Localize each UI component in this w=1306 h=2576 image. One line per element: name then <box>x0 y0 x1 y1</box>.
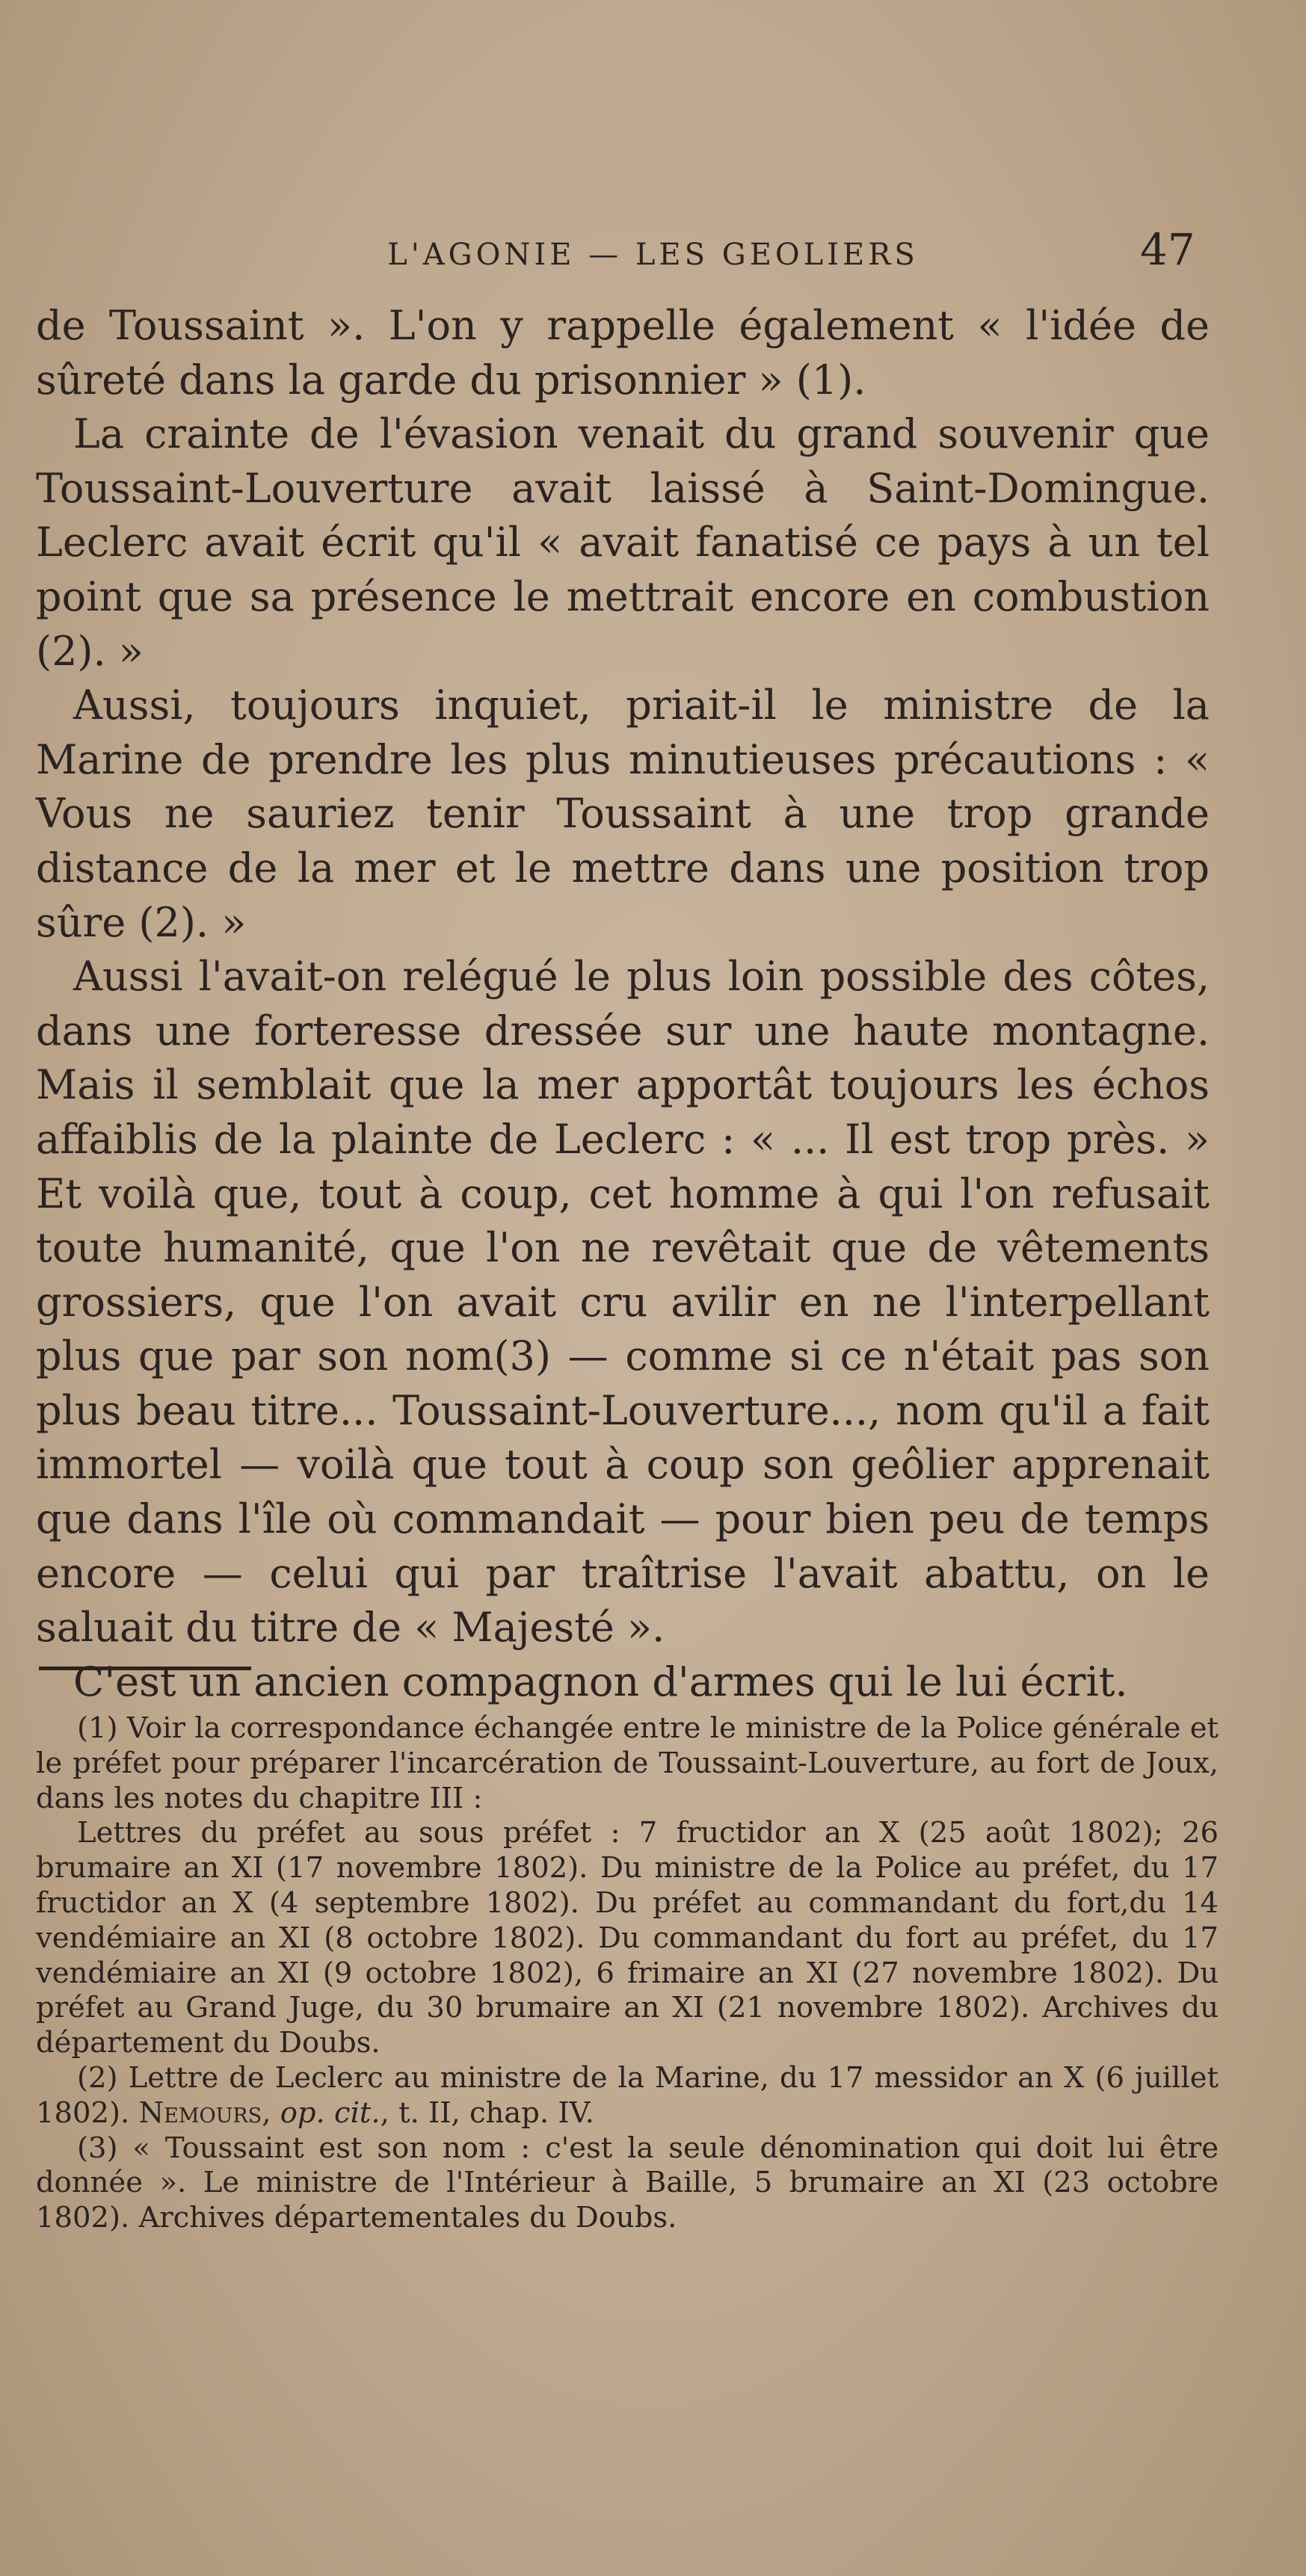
footnote-2-author: Nemours <box>138 2095 262 2130</box>
running-head: L'AGONIE — LES GEOLIERS <box>387 238 919 272</box>
footnotes <box>36 1711 1219 2236</box>
paragraph-4: Aussi l'avait-on relégué le plus loin possible des côtes, dans une forteresse dressée sur une haute montagne. Mais il semblait que la mer apportât toujours les échos affaiblis de la plainte de Leclerc : « ... Il est trop près. » Et voilà que, tout à coup, cet homme à qui l'on refusait toute humanité, que l'on ne revêtait que de vêtements grossiers, que l'on avait cru avilir en ne l'interpellant plus que par son nom(3) — comme si ce n'était pas son plus beau titre... Toussaint-Louverture..., nom qu'il a fait immortel — voilà que tout à coup son geôlier apprenait que dans l'île où commandait — pour bien peu de temps encore — celui qui par traîtrise l'avait abattu, on le saluait du titre de « Majesté ». <box>36 953 1210 1652</box>
page-number: 47 <box>1140 224 1195 275</box>
paragraph-1: de Toussaint ». L'on y rappelle également « l'idée de sûreté dans la garde du prisonnier » (1). <box>36 302 1210 404</box>
footnote-2 <box>36 2061 1219 2131</box>
paragraph-3: Aussi, toujours inquiet, priait-il le ministre de la Marine de prendre les plus minutieuses précautions : « Vous ne sauriez tenir Toussaint à une trop grande distance de la mer et le mettre dans une position trop sûre (2). » <box>36 682 1210 946</box>
footnote-1: (1) Voir la correspondance échangée entre le ministre de la Police générale et le préfet pour préparer l'incarcération de Toussaint-Louverture, au fort de Joux, dans les notes du chapitre III : <box>36 1711 1219 1815</box>
footnote-2-text: (2) Lettre de Leclerc au ministre de la Marine, du 17 messidor an X (6 juillet 1802). <box>36 2060 1219 2130</box>
footnote-1-sources: Lettres du préfet au sous préfet : 7 fructidor an X (25 août 1802); 26 brumaire an XI (17 novembre 1802). Du ministre de la Police au préfet, du 17 fructidor an X (4 septembre 1802). Du préfet au commandant du fort,du 14 vendémiaire an XI (8 octobre 1802). Du commandant du fort au préfet, du 17 vendémiaire an XI (9 octobre 1802), 6 frimaire an XI (27 novembre 1802). Du préfet au Grand Juge, du 30 brumaire an XI (21 novembre 1802). Archives du département du Doubs. <box>36 1816 1219 2060</box>
footnote-divider <box>39 1667 251 1670</box>
paragraph-2: La crainte de l'évasion venait du grand souvenir que Toussaint-Louverture avait laissé à Saint-Domingue. Leclerc avait écrit qu'il « avait fanatisé ce pays à un tel point que sa présence le mettrait encore en combustion (2). » <box>36 410 1210 675</box>
footnote-2-end: , t. II, chap. IV. <box>380 2095 594 2130</box>
page-header <box>0 224 1306 284</box>
main-text <box>36 299 1210 1709</box>
paragraph-5: C'est un ancien compagnon d'armes qui le lui écrit. <box>73 1658 1128 1705</box>
footnote-2-sep: , <box>262 2095 280 2130</box>
footnote-2-opcit: op. cit. <box>280 2095 381 2130</box>
footnote-3: (3) « Toussaint est son nom : c'est la seule dénomination qui doit lui être donnée ». Le ministre de l'Intérieur à Baille, 5 brumaire an XI (23 octobre 1802). Archives départementales du Doubs. <box>36 2131 1219 2235</box>
